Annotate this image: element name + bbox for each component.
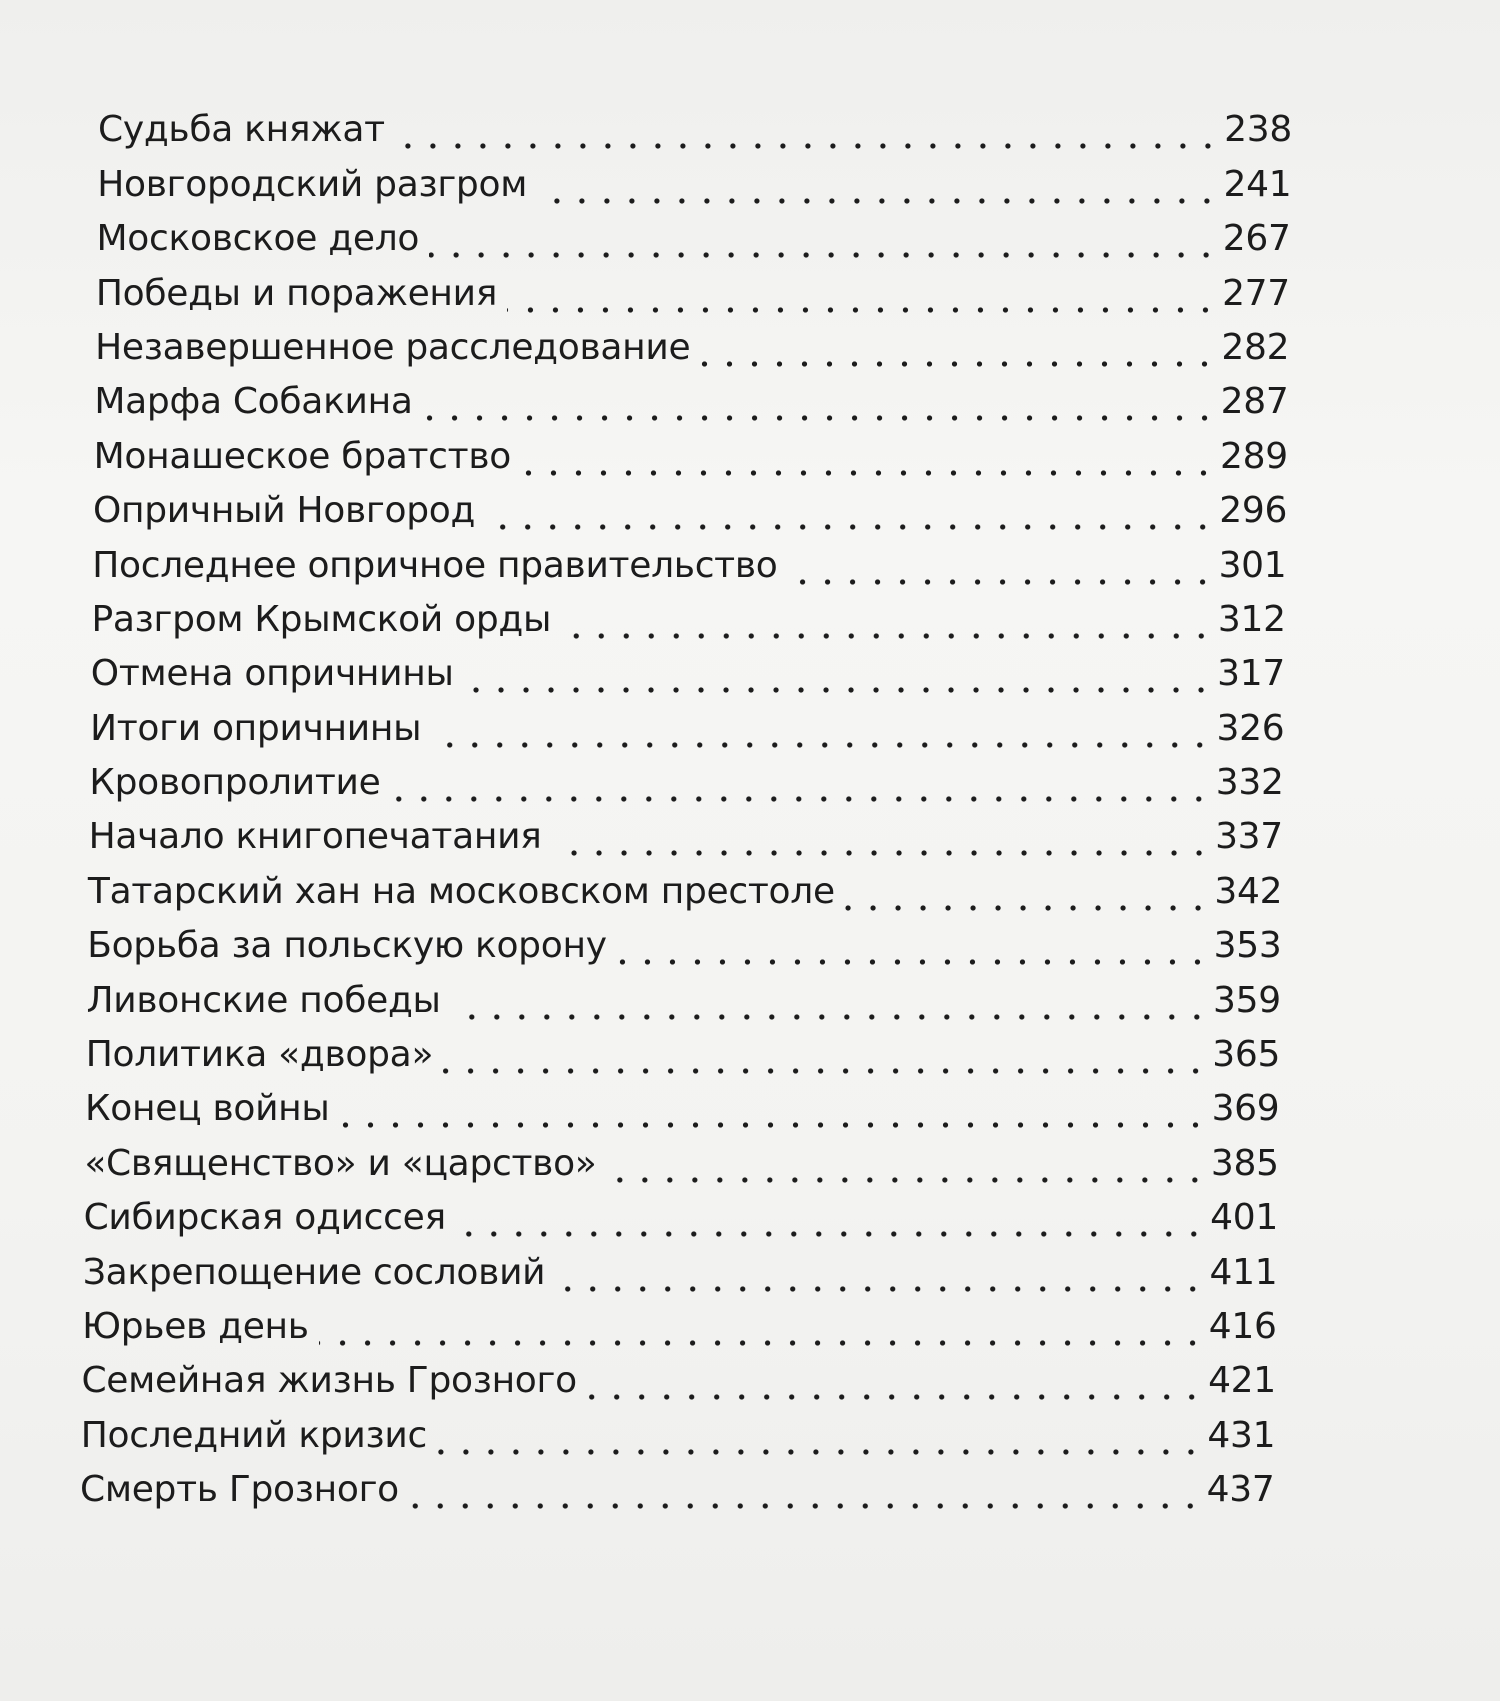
toc-entry-page-number: 312 [1217,598,1286,640]
toc-entry [0,857,1500,911]
toc-entry-title: Новгородский разгром [97,163,528,205]
toc-entry-page-number: 431 [1207,1414,1276,1456]
toc-entry [0,586,1500,640]
dot-leader [340,1091,1208,1131]
toc-entry [0,314,1500,368]
dot-leader [464,656,1214,696]
toc-entry-title: Марфа Собакина [94,381,413,423]
toc-entry-title: Семейная жизнь Грозного [81,1360,577,1402]
dot-leader [607,1146,1207,1186]
dot-leader [431,711,1212,751]
toc-entry-page-number: 296 [1219,490,1288,532]
dot-leader [700,330,1217,370]
toc-entry [0,1347,1500,1401]
toc-entry [0,477,1500,531]
toc-entry-page-number: 326 [1216,707,1285,749]
toc-entry-title: Разгром Крымской орды [91,598,552,640]
toc-entry [0,1129,1500,1183]
toc-entry-page-number: 437 [1206,1469,1275,1511]
toc-entry-page-number: 365 [1212,1034,1281,1076]
toc-entry [0,966,1500,1020]
toc-entry-title: Последний кризис [80,1414,427,1456]
toc-entry [0,912,1500,966]
toc-entry-page-number: 401 [1210,1197,1278,1239]
dot-leader [537,167,1219,207]
dot-leader [845,874,1211,914]
toc-entry-title: Борьба за польскую корону [87,925,607,967]
toc-entry-title: Итоги опричнины [90,707,422,749]
toc-entry-title: Отмена опричнины [90,653,454,695]
dot-leader [451,983,1209,1023]
dot-leader [443,1037,1208,1077]
toc-entry-title: Ливонские победы [86,979,441,1021]
toc-entry-title: Конец войны [85,1088,330,1130]
toc-entry-page-number: 282 [1221,326,1290,368]
toc-entry [0,531,1500,585]
toc-entry-page-number: 342 [1214,870,1283,912]
toc-entry-title: Незавершенное расследование [95,326,691,368]
dot-leader [507,276,1218,316]
toc-entry-page-number: 359 [1212,979,1281,1021]
dot-leader [409,1472,1203,1512]
toc-entry [0,803,1500,857]
toc-entry-title: Кровопролитие [89,762,381,804]
table-of-contents [0,96,1500,1510]
dot-leader [587,1363,1204,1403]
toc-entry-title: Татарский хан на московском престоле [87,870,835,912]
toc-entry [0,1401,1500,1455]
toc-entry [0,96,1500,150]
toc-entry-page-number: 369 [1211,1088,1280,1130]
toc-entry-page-number: 301 [1218,544,1287,586]
toc-entry [0,1456,1500,1510]
toc-entry [0,749,1500,803]
toc-entry [0,1238,1500,1292]
toc-entry [0,1293,1500,1347]
toc-entry-page-number: 353 [1213,925,1282,967]
toc-entry-title: Победы и поражения [95,272,498,314]
toc-entry-page-number: 421 [1208,1360,1276,1402]
toc-entry-title: Сибирская одиссея [83,1197,446,1239]
toc-entry-page-number: 238 [1224,109,1292,151]
dot-leader [788,548,1215,588]
dot-leader [485,493,1215,533]
dot-leader [429,221,1219,261]
toc-entry-page-number: 411 [1209,1251,1278,1293]
dot-leader [617,928,1210,968]
toc-entry-page-number: 385 [1210,1142,1279,1184]
toc-entry [0,640,1500,694]
toc-entry-page-number: 332 [1215,762,1284,804]
toc-entry-title: Судьба княжат [98,109,385,151]
toc-entry-title: Монашеское братство [93,435,511,477]
toc-entry-page-number: 317 [1217,653,1285,695]
toc-entry-title: Последнее опричное правительство [92,544,778,586]
dot-leader [456,1200,1206,1240]
toc-entry [0,259,1500,313]
toc-entry-title: Опричный Новгород [92,490,476,532]
toc-entry [0,694,1500,748]
toc-entry-page-number: 416 [1208,1305,1277,1347]
toc-entry [0,422,1500,476]
dot-leader [390,765,1211,805]
toc-entry-page-number: 277 [1222,272,1290,314]
toc-entry-page-number: 289 [1219,435,1288,477]
dot-leader [437,1418,1203,1458]
toc-entry [0,1075,1500,1129]
toc-entry-title: Политика «двора» [85,1034,434,1076]
toc-entry-title: Закрепощение сословий [82,1251,546,1293]
dot-leader [552,819,1212,859]
toc-entry-page-number: 267 [1222,218,1291,260]
dot-leader [521,439,1216,479]
toc-entry-page-number: 287 [1220,381,1289,423]
toc-entry [0,205,1500,259]
dot-leader [561,602,1214,642]
toc-entry-page-number: 241 [1223,163,1292,205]
toc-entry-title: Начало книгопечатания [88,816,542,858]
toc-entry-title: Смерть Грозного [80,1469,399,1511]
dot-leader [555,1255,1205,1295]
dot-leader [395,112,1220,152]
dot-leader [319,1309,1205,1349]
toc-entry [0,1184,1500,1238]
toc-entry [0,1021,1500,1075]
toc-entry [0,368,1500,422]
toc-entry-title: Московское дело [96,218,420,260]
toc-entry-title: Юрьев день [82,1305,309,1347]
toc-entry-page-number: 337 [1215,816,1283,858]
toc-entry-title: «Священство» и «царство» [84,1142,597,1184]
dot-leader [423,384,1217,424]
toc-entry [0,150,1500,204]
